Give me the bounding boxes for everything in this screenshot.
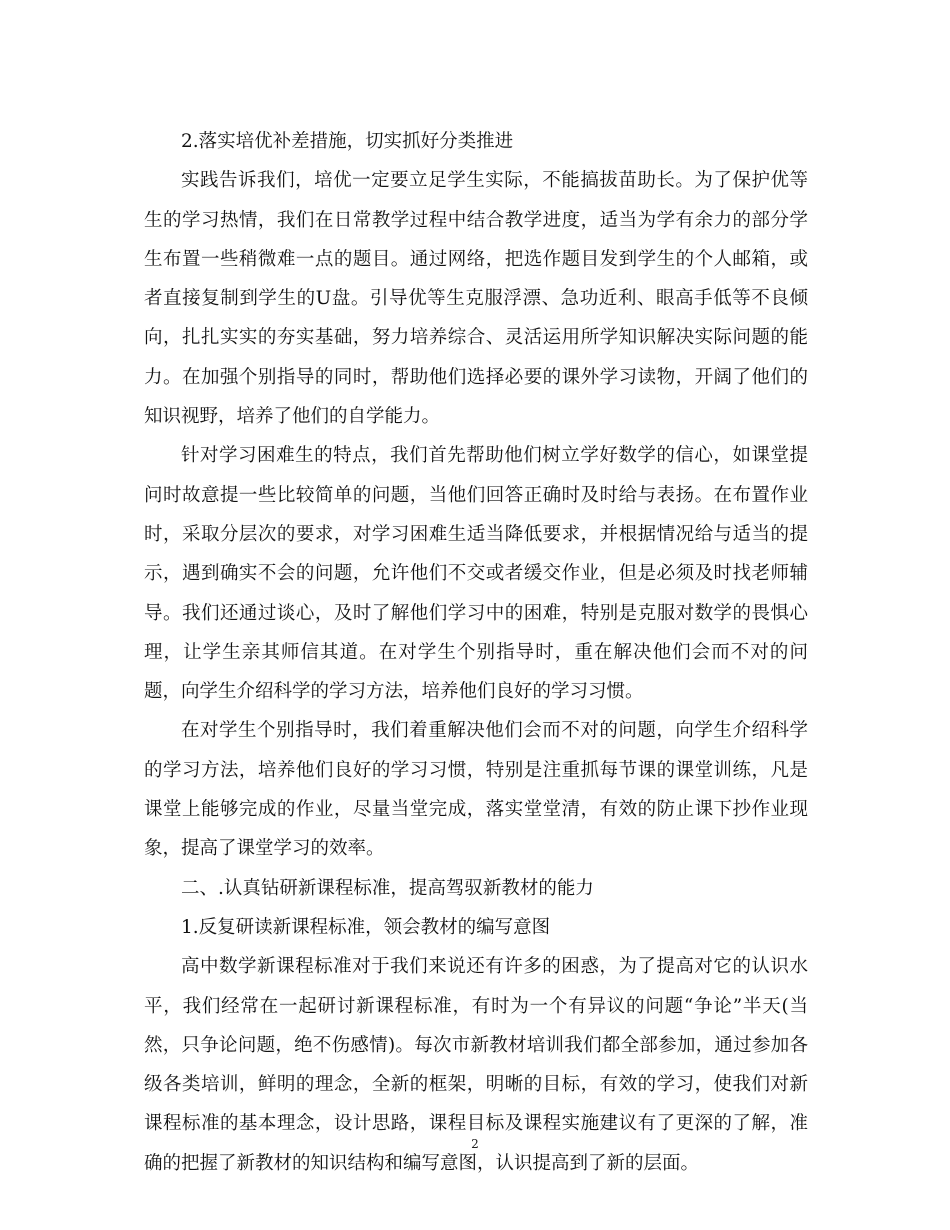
paragraph-line: 实践告诉我们，培优一定要立足学生实际，不能搞拔苗助长。为了保护优等 — [181, 170, 808, 192]
subsection-heading: 1.反复研读新课程标准，领会教材的编写意图 — [181, 916, 551, 938]
paragraph-line: 理，让学生亲其师信其道。在对学生个别指导时，重在解决他们会而不对的问 — [144, 641, 808, 663]
paragraph-line: 然，只争论问题，绝不伤感情)。每次市新教材培训我们都全部参加，通过参加各 — [144, 1034, 808, 1056]
paragraph-line: 的学习方法，培养他们良好的学习习惯，特别是注重抓每节课的课堂训练，凡是 — [144, 759, 808, 781]
paragraph-line: 问时故意提一些比较简单的问题，当他们回答正确时及时给与表扬。在布置作业 — [144, 484, 808, 506]
paragraph-line: 在对学生个别指导时，我们着重解决他们会而不对的问题，向学生介绍科学 — [181, 720, 808, 742]
paragraph-line: 题，向学生介绍科学的学习方法，培养他们良好的学习习惯。 — [144, 681, 644, 703]
paragraph-line: 确的把握了新教材的知识结构和编写意图，认识提高到了新的层面。 — [144, 1152, 700, 1174]
paragraph-line: 课堂上能够完成的作业，尽量当堂完成，落实堂堂清，有效的防止课下抄作业现 — [144, 799, 808, 821]
paragraph-line: 示，遇到确实不会的问题，允许他们不交或者缓交作业，但是必须及时找老师辅 — [144, 563, 808, 585]
paragraph-line: 导。我们还通过谈心，及时了解他们学习中的困难，特别是克服对数学的畏惧心 — [144, 602, 808, 624]
paragraph-line: 课程标准的基本理念，设计思路，课程目标及课程实施建议有了更深的了解，准 — [144, 1113, 808, 1135]
paragraph-line: 力。在加强个别指导的同时，帮助他们选择必要的课外学习读物，开阔了他们的 — [144, 366, 808, 388]
section-heading: 二、.认真钻研新课程标准，提高驾驭新教材的能力 — [181, 877, 594, 899]
paragraph-line: 高中数学新课程标准对于我们来说还有许多的困惑，为了提高对它的认识水 — [181, 956, 808, 978]
paragraph-line: 知识视野，培养了他们的自学能力。 — [144, 406, 441, 428]
paragraph-line: 者直接复制到学生的U盘。引导优等生克服浮漂、急功近利、眼高手低等不良倾 — [144, 288, 808, 310]
page-number: 2 — [471, 1137, 479, 1151]
paragraph-line: 级各类培训，鲜明的理念，全新的框架，明晰的目标，有效的学习，使我们对新 — [144, 1074, 808, 1096]
paragraph-line: 向，扎扎实实的夯实基础，努力培养综合、灵活运用所学知识解决实际问题的能 — [144, 327, 808, 349]
paragraph-line: 生的学习热情，我们在日常教学过程中结合教学进度，适当为学有余力的部分学 — [144, 209, 808, 231]
paragraph-line: 时，采取分层次的要求，对学习困难生适当降低要求，并根据情况给与适当的提 — [144, 523, 808, 545]
paragraph-line: 生布置一些稍微难一点的题目。通过网络，把选作题目发到学生的个人邮箱，或 — [144, 248, 808, 270]
document-body — [144, 122, 808, 1183]
section-heading: 2.落实培优补差措施，切实抓好分类推进 — [181, 131, 514, 152]
paragraph-line: 象，提高了课堂学习的效率。 — [144, 838, 385, 860]
paragraph-line: 平，我们经常在一起研讨新课程标准，有时为一个有异议的问题“争论”半天(当 — [144, 995, 808, 1017]
paragraph-line: 针对学习困难生的特点，我们首先帮助他们树立学好数学的信心，如课堂提 — [181, 445, 808, 467]
